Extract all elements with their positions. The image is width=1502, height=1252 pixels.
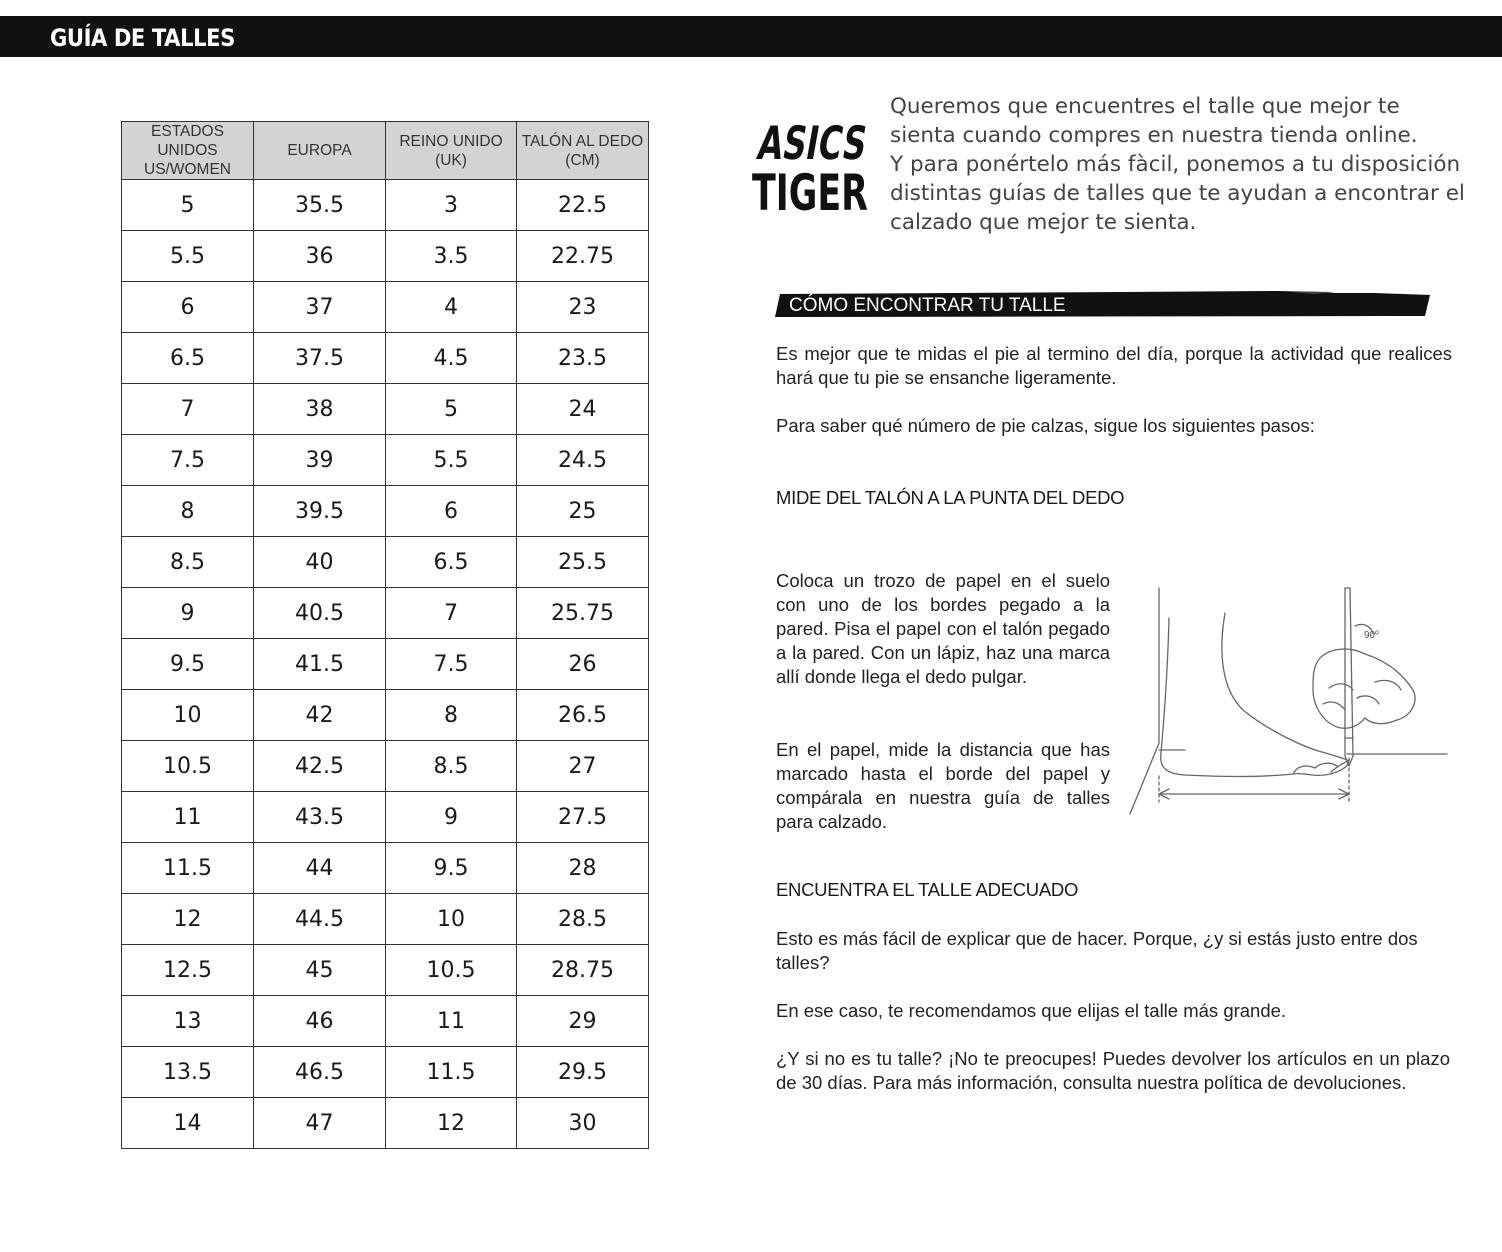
column-header-line: ESTADOS UNIDOS [151, 123, 224, 159]
cell-cm: 25 [517, 486, 649, 537]
cell-eu: 44.5 [254, 894, 386, 945]
intro-paragraph: Queremos que encuentres el talle que mejor te sienta cuando compres en nuestra tienda online. [890, 94, 1418, 148]
cell-us: 6.5 [122, 333, 254, 384]
cell-us: 6 [122, 282, 254, 333]
size-chart-table [121, 121, 649, 1149]
table-row [122, 231, 649, 282]
column-header-cm [517, 122, 649, 180]
cell-eu: 37.5 [254, 333, 386, 384]
table-row [122, 1098, 649, 1149]
table-row [122, 1047, 649, 1098]
cell-us: 11 [122, 792, 254, 843]
column-header-line: (CM) [565, 151, 600, 169]
cell-uk: 9.5 [386, 843, 517, 894]
cell-eu: 43.5 [254, 792, 386, 843]
column-header-line: TALÓN AL DEDO [521, 132, 644, 150]
cell-uk: 10 [386, 894, 517, 945]
column-header-us [122, 122, 254, 180]
cell-us: 7 [122, 384, 254, 435]
cell-uk: 7.5 [386, 639, 517, 690]
cell-eu: 37 [254, 282, 386, 333]
table-row [122, 690, 649, 741]
cell-eu: 46 [254, 996, 386, 1047]
cell-uk: 3 [386, 180, 517, 231]
cell-us: 10.5 [122, 741, 254, 792]
cell-us: 8 [122, 486, 254, 537]
cell-us: 9.5 [122, 639, 254, 690]
cell-eu: 42 [254, 690, 386, 741]
cell-eu: 38 [254, 384, 386, 435]
header-bar [0, 16, 1502, 57]
cell-cm: 23.5 [517, 333, 649, 384]
cell-us: 7.5 [122, 435, 254, 486]
table-row [122, 333, 649, 384]
cell-eu: 40 [254, 537, 386, 588]
section-title: CÓMO ENCONTRAR TU TALLE [789, 295, 1066, 316]
recommendation-paragraph: En ese caso, te recomendamos que elijas el talle más grande. [776, 1000, 1287, 1021]
cell-eu: 46.5 [254, 1047, 386, 1098]
cell-us: 12.5 [122, 945, 254, 996]
between-sizes-paragraph: Esto es más fácil de explicar que de hacer. Porque, ¿y si estás justo entre dos talles? [776, 928, 1418, 973]
cell-cm: 23 [517, 282, 649, 333]
angle-label: 90º [1364, 630, 1379, 641]
cell-uk: 6.5 [386, 537, 517, 588]
table-row [122, 741, 649, 792]
cell-cm: 26.5 [517, 690, 649, 741]
cell-eu: 47 [254, 1098, 386, 1149]
cell-cm: 25.5 [517, 537, 649, 588]
cell-cm: 27.5 [517, 792, 649, 843]
table-row [122, 384, 649, 435]
page-title: GUÍA DE TALLES [50, 24, 235, 52]
cell-cm: 28.75 [517, 945, 649, 996]
table-row [122, 996, 649, 1047]
cell-eu: 41.5 [254, 639, 386, 690]
column-header-line: EUROPA [287, 142, 352, 159]
cell-us: 13 [122, 996, 254, 1047]
cell-us: 12 [122, 894, 254, 945]
cell-us: 10 [122, 690, 254, 741]
cell-uk: 5 [386, 384, 517, 435]
table-row [122, 435, 649, 486]
table-row [122, 945, 649, 996]
table-row [122, 537, 649, 588]
step-compare: En el papel, mide la distancia que has marcado hasta el borde del papel y compárala en nuestra guía de talles para calzado. [776, 739, 1110, 832]
table-row [122, 282, 649, 333]
heading-find-size: ENCUENTRA EL TALLE ADECUADO [776, 879, 1079, 900]
step-paper: Coloca un trozo de papel en el suelo con uno de los bordes pegado a la pared. Pisa el papel con el talón pegado a la pared. Con un lápiz, haz una marca allí donde llega el dedo pulgar. [776, 570, 1110, 687]
cell-cm: 22.75 [517, 231, 649, 282]
cell-us: 14 [122, 1098, 254, 1149]
cell-cm: 27 [517, 741, 649, 792]
cell-cm: 29.5 [517, 1047, 649, 1098]
cell-uk: 5.5 [386, 435, 517, 486]
logo-word-tiger: TIGER [752, 164, 868, 222]
column-header-line: US/WOMEN [144, 161, 231, 178]
steps-intro: Para saber qué número de pie calzas, sigue los siguientes pasos: [776, 415, 1315, 436]
cell-uk: 8.5 [386, 741, 517, 792]
cell-eu: 36 [254, 231, 386, 282]
cell-eu: 40.5 [254, 588, 386, 639]
cell-cm: 24 [517, 384, 649, 435]
cell-uk: 8 [386, 690, 517, 741]
column-header-uk [386, 122, 517, 180]
cell-eu: 42.5 [254, 741, 386, 792]
column-header-line: (UK) [435, 151, 467, 169]
cell-uk: 3.5 [386, 231, 517, 282]
cell-us: 5.5 [122, 231, 254, 282]
cell-cm: 24.5 [517, 435, 649, 486]
asics-tiger-logo [750, 112, 917, 222]
cell-us: 11.5 [122, 843, 254, 894]
cell-uk: 4.5 [386, 333, 517, 384]
table-row [122, 843, 649, 894]
cell-us: 8.5 [122, 537, 254, 588]
table-row [122, 894, 649, 945]
table-body [122, 180, 649, 1149]
cell-uk: 11.5 [386, 1047, 517, 1098]
cell-cm: 28 [517, 843, 649, 894]
cell-eu: 45 [254, 945, 386, 996]
cell-uk: 12 [386, 1098, 517, 1149]
table-row [122, 792, 649, 843]
cell-cm: 22.5 [517, 180, 649, 231]
cell-us: 13.5 [122, 1047, 254, 1098]
cell-us: 5 [122, 180, 254, 231]
cell-uk: 7 [386, 588, 517, 639]
cell-uk: 10.5 [386, 945, 517, 996]
cell-eu: 39.5 [254, 486, 386, 537]
logo-word-asics: ASICS [753, 116, 917, 170]
table-row [122, 486, 649, 537]
table-row [122, 180, 649, 231]
intro-text [890, 92, 1470, 237]
cell-cm: 29 [517, 996, 649, 1047]
wall-line [1130, 588, 1159, 814]
intro-paragraph: Y para ponértelo más fàcil, ponemos a tu disposición distintas guías de talles que te ayudan a encontrar el calzado que mejor te sienta. [890, 152, 1465, 235]
cell-eu: 35.5 [254, 180, 386, 231]
table-row [122, 588, 649, 639]
cell-uk: 4 [386, 282, 517, 333]
returns-paragraph: ¿Y si no es tu talle? ¡No te preocupes! Puedes devolver los artículos en un plazo de 30 días. Para más información, consulta nuestra política de devoluciones. [776, 1048, 1450, 1093]
cell-eu: 44 [254, 843, 386, 894]
cell-cm: 28.5 [517, 894, 649, 945]
cell-cm: 26 [517, 639, 649, 690]
advice-paragraph: Es mejor que te midas el pie al termino del día, porque la actividad que realices hará que tu pie se ensanche ligeramente. [776, 343, 1452, 388]
column-header-line: REINO UNIDO [399, 132, 503, 150]
column-header-eu [254, 122, 386, 180]
heading-measure: MIDE DEL TALÓN A LA PUNTA DEL DEDO [776, 487, 1125, 508]
cell-cm: 30 [517, 1098, 649, 1149]
table-row [122, 639, 649, 690]
cell-cm: 25.75 [517, 588, 649, 639]
cell-uk: 9 [386, 792, 517, 843]
table-header-row [122, 122, 649, 180]
cell-uk: 11 [386, 996, 517, 1047]
cell-us: 9 [122, 588, 254, 639]
cell-uk: 6 [386, 486, 517, 537]
cell-eu: 39 [254, 435, 386, 486]
foot-measure-illustration [1125, 578, 1455, 823]
